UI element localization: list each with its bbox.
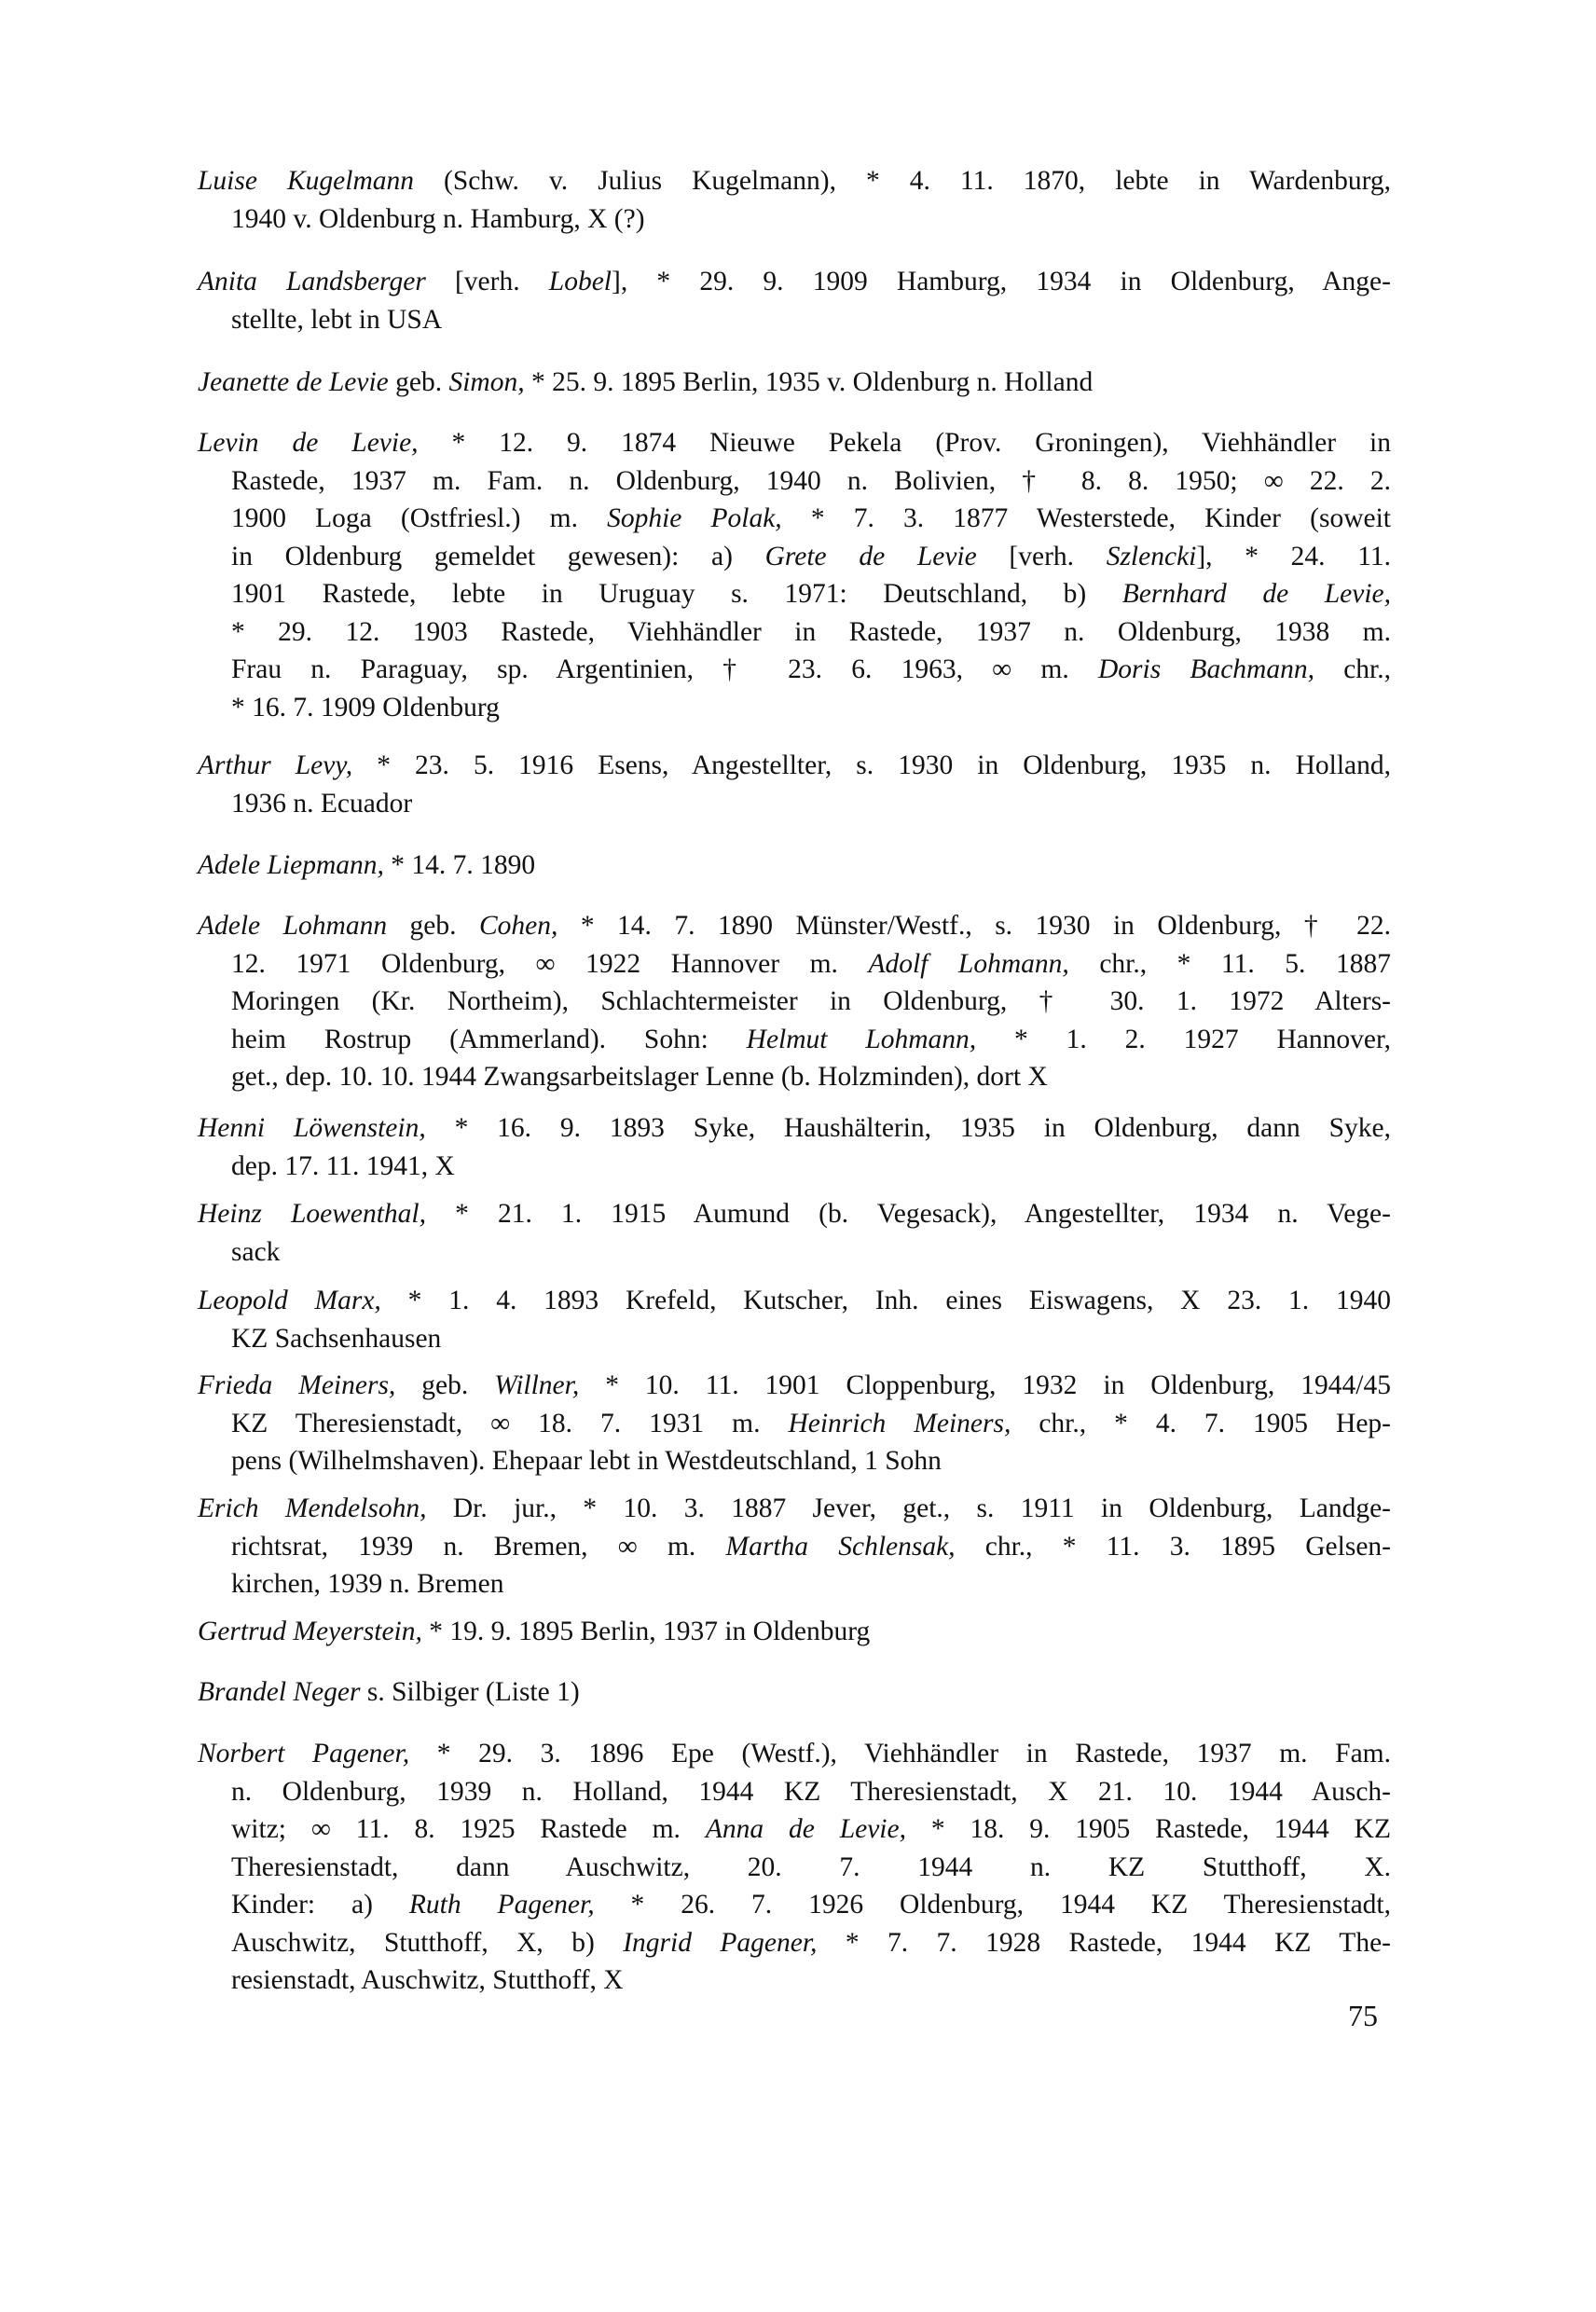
entry-line bbox=[198, 1490, 1391, 1528]
entry-text: chr., * 11. 5. 1887 bbox=[1068, 948, 1391, 979]
entry-text: Rastede, 1937 m. Fam. n. Oldenburg, 1940 n. Bolivien, † 8. 8. 1950; ∞ 22. 2. bbox=[231, 465, 1391, 496]
entry-line bbox=[198, 613, 1391, 652]
entry-line bbox=[198, 301, 1391, 339]
entry-text: ], * 24. 11. bbox=[1196, 541, 1391, 571]
entry-line bbox=[198, 747, 1391, 785]
italic-name-text: Erich Mendelsohn, bbox=[198, 1493, 427, 1523]
entry-line bbox=[198, 364, 1391, 402]
entry-text: * 29. 12. 1903 Rastede, Viehhändler in Rastede, 1937 n. Oldenburg, 1938 m. bbox=[231, 616, 1391, 647]
entry-text: dep. 17. 11. 1941, X bbox=[231, 1150, 455, 1181]
italic-name-text: Heinrich Meiners, bbox=[788, 1408, 1011, 1438]
entry-line bbox=[198, 1367, 1391, 1405]
italic-name-text: Levin de Levie, bbox=[198, 428, 419, 458]
entry-line bbox=[198, 1613, 1391, 1651]
entry-text: 12. 1971 Oldenburg, ∞ 1922 Hannover m. bbox=[231, 948, 869, 979]
italic-name-text: Arthur Levy, bbox=[198, 750, 353, 780]
entry-text: ], * 29. 9. 1909 Hamburg, 1934 in Oldenburg, Ange- bbox=[612, 267, 1391, 296]
entry-text: * 1. 2. 1927 Hannover, bbox=[976, 1024, 1391, 1054]
entry-text: witz; ∞ 11. 8. 1925 Rastede m. bbox=[231, 1814, 706, 1844]
entry-text: in Oldenburg gemeldet gewesen): a) bbox=[231, 541, 765, 571]
entry-text: [verh. bbox=[425, 267, 549, 296]
italic-name-text: Willner, bbox=[494, 1370, 580, 1400]
entry-text: resienstadt, Auschwitz, Stutthoff, X bbox=[231, 1965, 624, 1995]
entry-text: Frau n. Paraguay, sp. Argentinien, † 23. 6. 1963, ∞ m. bbox=[231, 654, 1098, 684]
entry-line bbox=[198, 1021, 1391, 1059]
entry-pagener bbox=[198, 1735, 1391, 2000]
entry-line bbox=[198, 1058, 1391, 1096]
entry-text: * 14. 7. 1890 Münster/Westf., s. 1930 in Oldenburg, † 22. bbox=[557, 911, 1392, 941]
italic-name-text: Frieda Meiners, bbox=[198, 1370, 396, 1400]
entry-mendelsohn bbox=[198, 1490, 1391, 1603]
entry-jeanette-de-levie bbox=[198, 364, 1391, 402]
entry-text: * 16. 9. 1893 Syke, Haushälterin, 1935 in Oldenburg, dann Syke, bbox=[425, 1113, 1391, 1143]
italic-name-text: Sophie Polak, bbox=[607, 503, 782, 533]
entry-line bbox=[198, 200, 1391, 239]
entry-landsberger bbox=[198, 263, 1391, 338]
entry-text: kirchen, 1939 n. Bremen bbox=[231, 1569, 504, 1599]
italic-name-text: Luise Kugelmann bbox=[198, 166, 414, 196]
entry-line bbox=[198, 1405, 1391, 1443]
entry-line bbox=[198, 263, 1391, 301]
italic-name-text: Norbert Pagener, bbox=[198, 1739, 410, 1768]
entry-levin-de-levie bbox=[198, 424, 1391, 726]
entry-text: sack bbox=[231, 1236, 281, 1267]
entry-line bbox=[198, 1735, 1391, 1773]
italic-name-text: Ingrid Pagener, bbox=[623, 1927, 818, 1958]
entry-text: * 10. 11. 1901 Cloppenburg, 1932 in Oldenburg, 1944/45 bbox=[579, 1370, 1391, 1400]
entry-line bbox=[198, 1924, 1391, 1962]
entry-line bbox=[198, 945, 1391, 984]
entry-text: stellte, lebt in USA bbox=[231, 304, 443, 335]
entry-text: * 21. 1. 1915 Aumund (b. Vegesack), Angestellter, 1934 n. Vege- bbox=[426, 1199, 1391, 1229]
entry-line bbox=[198, 1886, 1391, 1924]
entry-text: * 29. 3. 1896 Epe (Westf.), Viehhändler in Rastede, 1937 m. Fam. bbox=[409, 1739, 1391, 1768]
entry-text: KZ Sachsenhausen bbox=[231, 1323, 442, 1354]
italic-name-text: Szlencki bbox=[1106, 541, 1197, 571]
entry-text: Auschwitz, Stutthoff, X, b) bbox=[231, 1927, 624, 1958]
italic-name-text: Simon, bbox=[448, 367, 525, 397]
italic-name-text: Adele Liepmann, bbox=[198, 850, 384, 880]
italic-name-text: Leopold Marx, bbox=[198, 1286, 381, 1315]
entry-loewenthal bbox=[198, 1195, 1391, 1271]
entry-text: geb. bbox=[395, 1370, 495, 1400]
entry-line bbox=[198, 983, 1391, 1021]
entry-text: * 14. 7. 1890 bbox=[383, 850, 536, 880]
entry-line bbox=[198, 1195, 1391, 1233]
entry-line bbox=[198, 1773, 1391, 1811]
entry-line bbox=[198, 1849, 1391, 1887]
entry-loewenstein bbox=[198, 1109, 1391, 1185]
entry-line bbox=[198, 1282, 1391, 1320]
entry-line bbox=[198, 500, 1391, 538]
entry-line bbox=[198, 1109, 1391, 1148]
entry-text: get., dep. 10. 10. 1944 Zwangsarbeitslager Lenne (b. Holzminden), dort X bbox=[231, 1062, 1048, 1092]
page-number: 75 bbox=[1348, 1999, 1378, 2032]
entry-text: [verh. bbox=[976, 541, 1107, 571]
entry-line bbox=[198, 462, 1391, 501]
italic-name-text: Grete de Levie bbox=[764, 541, 977, 571]
entry-text: Dr. jur., * 10. 3. 1887 Jever, get., s. 1911 in Oldenburg, Landge- bbox=[426, 1493, 1391, 1523]
entry-line bbox=[198, 651, 1391, 689]
entry-text: chr., * 11. 3. 1895 Gelsen- bbox=[955, 1531, 1391, 1562]
entry-text: n. Oldenburg, 1939 n. Holland, 1944 KZ Theresienstadt, X 21. 10. 1944 Ausch- bbox=[231, 1776, 1391, 1807]
entry-line bbox=[198, 785, 1391, 823]
entry-text: chr., bbox=[1314, 654, 1391, 684]
entry-line bbox=[198, 689, 1391, 727]
entry-line bbox=[198, 1528, 1391, 1566]
entry-text: KZ Theresienstadt, ∞ 18. 7. 1931 m. bbox=[231, 1408, 789, 1438]
entry-text: * 12. 9. 1874 Nieuwe Pekela (Prov. Groningen), Viehhändler in bbox=[418, 428, 1391, 458]
entry-line bbox=[198, 1961, 1391, 2000]
entry-line bbox=[198, 575, 1391, 613]
italic-name-text: Lobel bbox=[548, 267, 612, 296]
entry-adele-liepmann bbox=[198, 846, 1391, 885]
entry-text: 1900 Loga (Ostfriesl.) m. bbox=[231, 503, 608, 533]
italic-name-text: Doris Bachmann, bbox=[1097, 654, 1314, 684]
entry-text: 1940 v. Oldenburg n. Hamburg, X (?) bbox=[231, 203, 645, 234]
entry-text: * 25. 9. 1895 Berlin, 1935 v. Oldenburg n. Holland bbox=[524, 367, 1094, 397]
italic-name-text: Anita Landsberger bbox=[198, 267, 426, 296]
entry-text: * 26. 7. 1926 Oldenburg, 1944 KZ Theresienstadt, bbox=[594, 1890, 1392, 1920]
entry-line bbox=[198, 1810, 1391, 1849]
entry-text: pens (Wilhelmshaven). Ehepaar lebt in Westdeutschland, 1 Sohn bbox=[231, 1446, 942, 1476]
entry-kugelmann bbox=[198, 162, 1391, 238]
entry-text: * 16. 7. 1909 Oldenburg bbox=[231, 692, 500, 722]
entry-text: Kinder: a) bbox=[231, 1890, 409, 1920]
italic-name-text: Ruth Pagener, bbox=[408, 1890, 595, 1920]
italic-name-text: Adolf Lohmann, bbox=[868, 948, 1069, 979]
entry-meyerstein bbox=[198, 1613, 1391, 1651]
italic-name-text: Bernhard de Levie, bbox=[1121, 579, 1391, 609]
entry-meiners bbox=[198, 1367, 1391, 1480]
italic-name-text: Helmut Lohmann, bbox=[746, 1024, 977, 1054]
entry-line bbox=[198, 1148, 1391, 1186]
entry-text: * 7. 7. 1928 Rastede, 1944 KZ The- bbox=[817, 1927, 1391, 1958]
entry-text: geb. bbox=[388, 367, 449, 397]
italic-name-text: Gertrud Meyerstein, bbox=[198, 1617, 422, 1646]
entry-text: Moringen (Kr. Northeim), Schlachtermeister in Oldenburg, † 30. 1. 1972 Alters- bbox=[231, 986, 1391, 1016]
entry-text: (Schw. v. Julius Kugelmann), * 4. 11. 1870, lebte in Wardenburg, bbox=[414, 166, 1391, 196]
entry-line bbox=[198, 1565, 1391, 1603]
italic-name-text: Anna de Levie, bbox=[705, 1814, 906, 1844]
entry-line bbox=[198, 1320, 1391, 1358]
entry-line bbox=[198, 162, 1391, 200]
italic-name-text: Martha Schlensak, bbox=[725, 1531, 956, 1562]
italic-name-text: Heinz Loewenthal, bbox=[198, 1199, 426, 1229]
italic-name-text: Adele Lohmann bbox=[198, 911, 388, 941]
entry-text: * 7. 3. 1877 Westerstede, Kinder (soweit bbox=[781, 503, 1391, 533]
entry-text: 1901 Rastede, lebte in Uruguay s. 1971: Deutschland, b) bbox=[231, 579, 1122, 609]
entry-text: geb. bbox=[387, 911, 479, 941]
entry-text: * 18. 9. 1905 Rastede, 1944 KZ bbox=[905, 1814, 1391, 1844]
entry-text: heim Rostrup (Ammerland). Sohn: bbox=[231, 1024, 747, 1054]
entry-line bbox=[198, 424, 1391, 462]
entry-text: * 19. 9. 1895 Berlin, 1937 in Oldenburg bbox=[421, 1617, 871, 1646]
entry-text: * 1. 4. 1893 Krefeld, Kutscher, Inh. eines Eiswagens, X 23. 1. 1940 bbox=[380, 1286, 1391, 1315]
entry-arthur-levy bbox=[198, 747, 1391, 822]
entry-text: richtsrat, 1939 n. Bremen, ∞ m. bbox=[231, 1531, 726, 1562]
entry-adele-lohmann bbox=[198, 907, 1391, 1096]
entry-line bbox=[198, 846, 1391, 885]
entry-line bbox=[198, 907, 1391, 945]
entry-line bbox=[198, 1673, 1391, 1712]
entry-marx bbox=[198, 1282, 1391, 1357]
entry-text: chr., * 4. 7. 1905 Hep- bbox=[1011, 1408, 1391, 1438]
entry-line bbox=[198, 1233, 1391, 1272]
italic-name-text: Cohen, bbox=[478, 911, 558, 941]
italic-name-text: Brandel Neger bbox=[198, 1677, 361, 1707]
entry-text: Theresienstadt, dann Auschwitz, 20. 7. 1944 n. KZ Stutthoff, X. bbox=[231, 1851, 1391, 1882]
entry-line bbox=[198, 538, 1391, 576]
entry-line bbox=[198, 1442, 1391, 1480]
entry-text: * 23. 5. 1916 Esens, Angestellter, s. 1930 in Oldenburg, 1935 n. Holland, bbox=[352, 750, 1391, 780]
italic-name-text: Jeanette de Levie bbox=[198, 367, 389, 397]
entry-text: s. Silbiger (Liste 1) bbox=[360, 1677, 580, 1707]
italic-name-text: Henni Löwenstein, bbox=[198, 1113, 426, 1143]
entry-text: 1936 n. Ecuador bbox=[231, 788, 413, 819]
entry-neger bbox=[198, 1673, 1391, 1712]
